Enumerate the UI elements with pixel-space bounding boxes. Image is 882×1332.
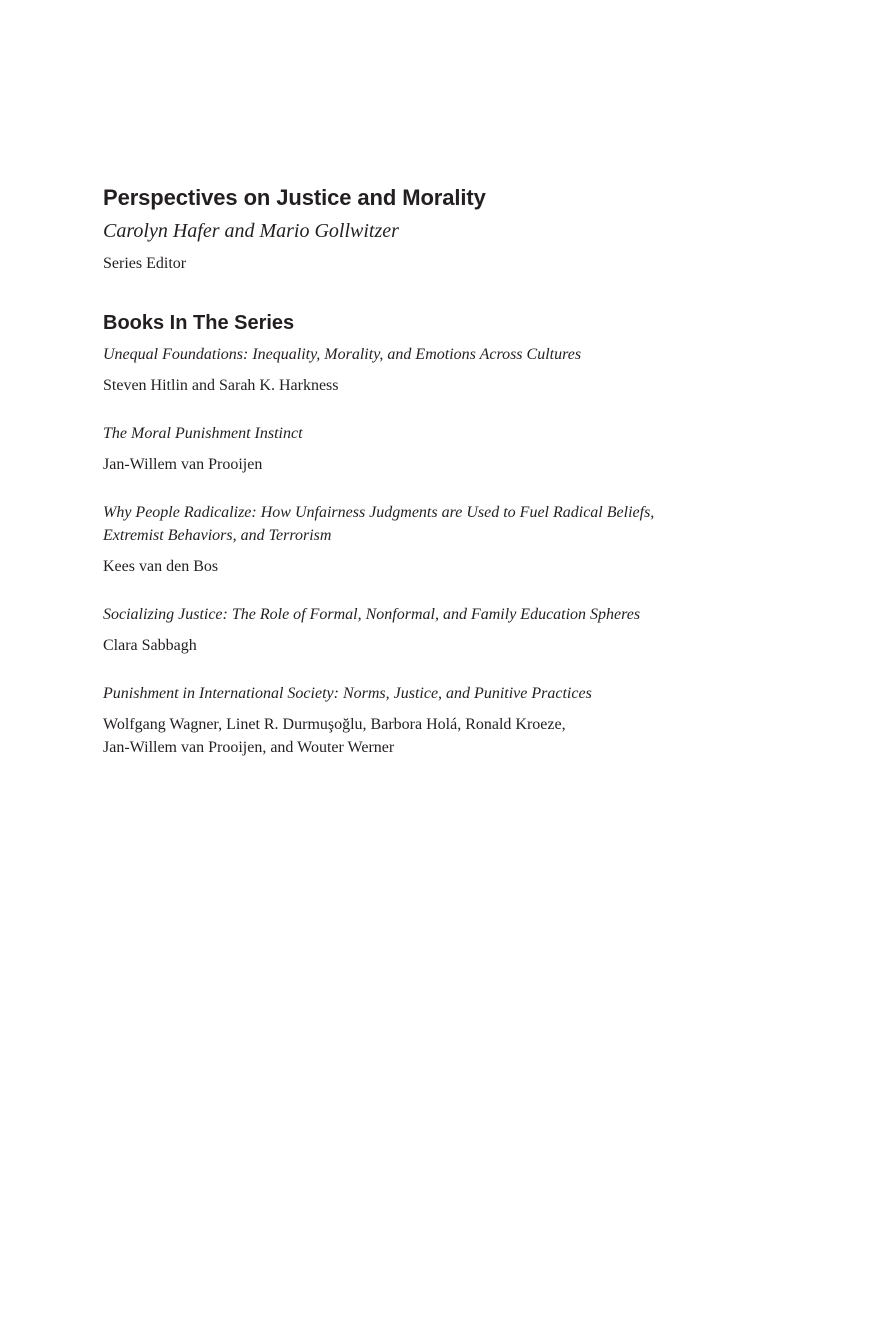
series-editors: Carolyn Hafer and Mario Gollwitzer <box>103 220 399 242</box>
book-authors <box>103 713 803 759</box>
book-entry <box>103 422 803 476</box>
book-authors <box>103 374 803 397</box>
book-title-line: Extremist Behaviors, and Terrorism <box>103 527 332 544</box>
book-entry <box>103 682 803 759</box>
book-title <box>103 501 803 547</box>
book-authors <box>103 634 803 657</box>
book-authors <box>103 453 803 476</box>
book-title <box>103 682 803 705</box>
books-in-series-heading: Books In The Series <box>103 312 295 334</box>
book-title-line: Unequal Foundations: Inequality, Morality, and Emotions Across Cultures <box>103 346 582 363</box>
book-authors-line: Clara Sabbagh <box>103 637 197 654</box>
book-title-line: Punishment in International Society: Norms, Justice, and Punitive Practices <box>103 685 592 702</box>
book-title <box>103 603 803 626</box>
book-title <box>103 422 803 445</box>
book-list <box>103 343 803 759</box>
book-authors <box>103 555 803 578</box>
book-authors-line: Kees van den Bos <box>103 558 219 575</box>
book-title-line: The Moral Punishment Instinct <box>103 425 303 442</box>
book-entry <box>103 343 803 397</box>
book-authors-line: Jan-Willem van Prooijen, and Wouter Werner <box>103 739 395 756</box>
book-title <box>103 343 803 366</box>
book-title-line: Socializing Justice: The Role of Formal, Nonformal, and Family Education Spheres <box>103 606 641 623</box>
series-page-content <box>103 183 803 759</box>
book-entry <box>103 501 803 578</box>
book-title-line: Why People Radicalize: How Unfairness Judgments are Used to Fuel Radical Beliefs, <box>103 504 655 521</box>
book-entry <box>103 603 803 657</box>
book-authors-line: Steven Hitlin and Sarah K. Harkness <box>103 377 339 394</box>
series-editor-role: Series Editor <box>103 255 187 272</box>
book-authors-line: Jan-Willem van Prooijen <box>103 456 263 473</box>
series-title: Perspectives on Justice and Morality <box>103 185 486 210</box>
book-authors-line: Wolfgang Wagner, Linet R. Durmuşoğlu, Barbora Holá, Ronald Kroeze, <box>103 716 566 733</box>
